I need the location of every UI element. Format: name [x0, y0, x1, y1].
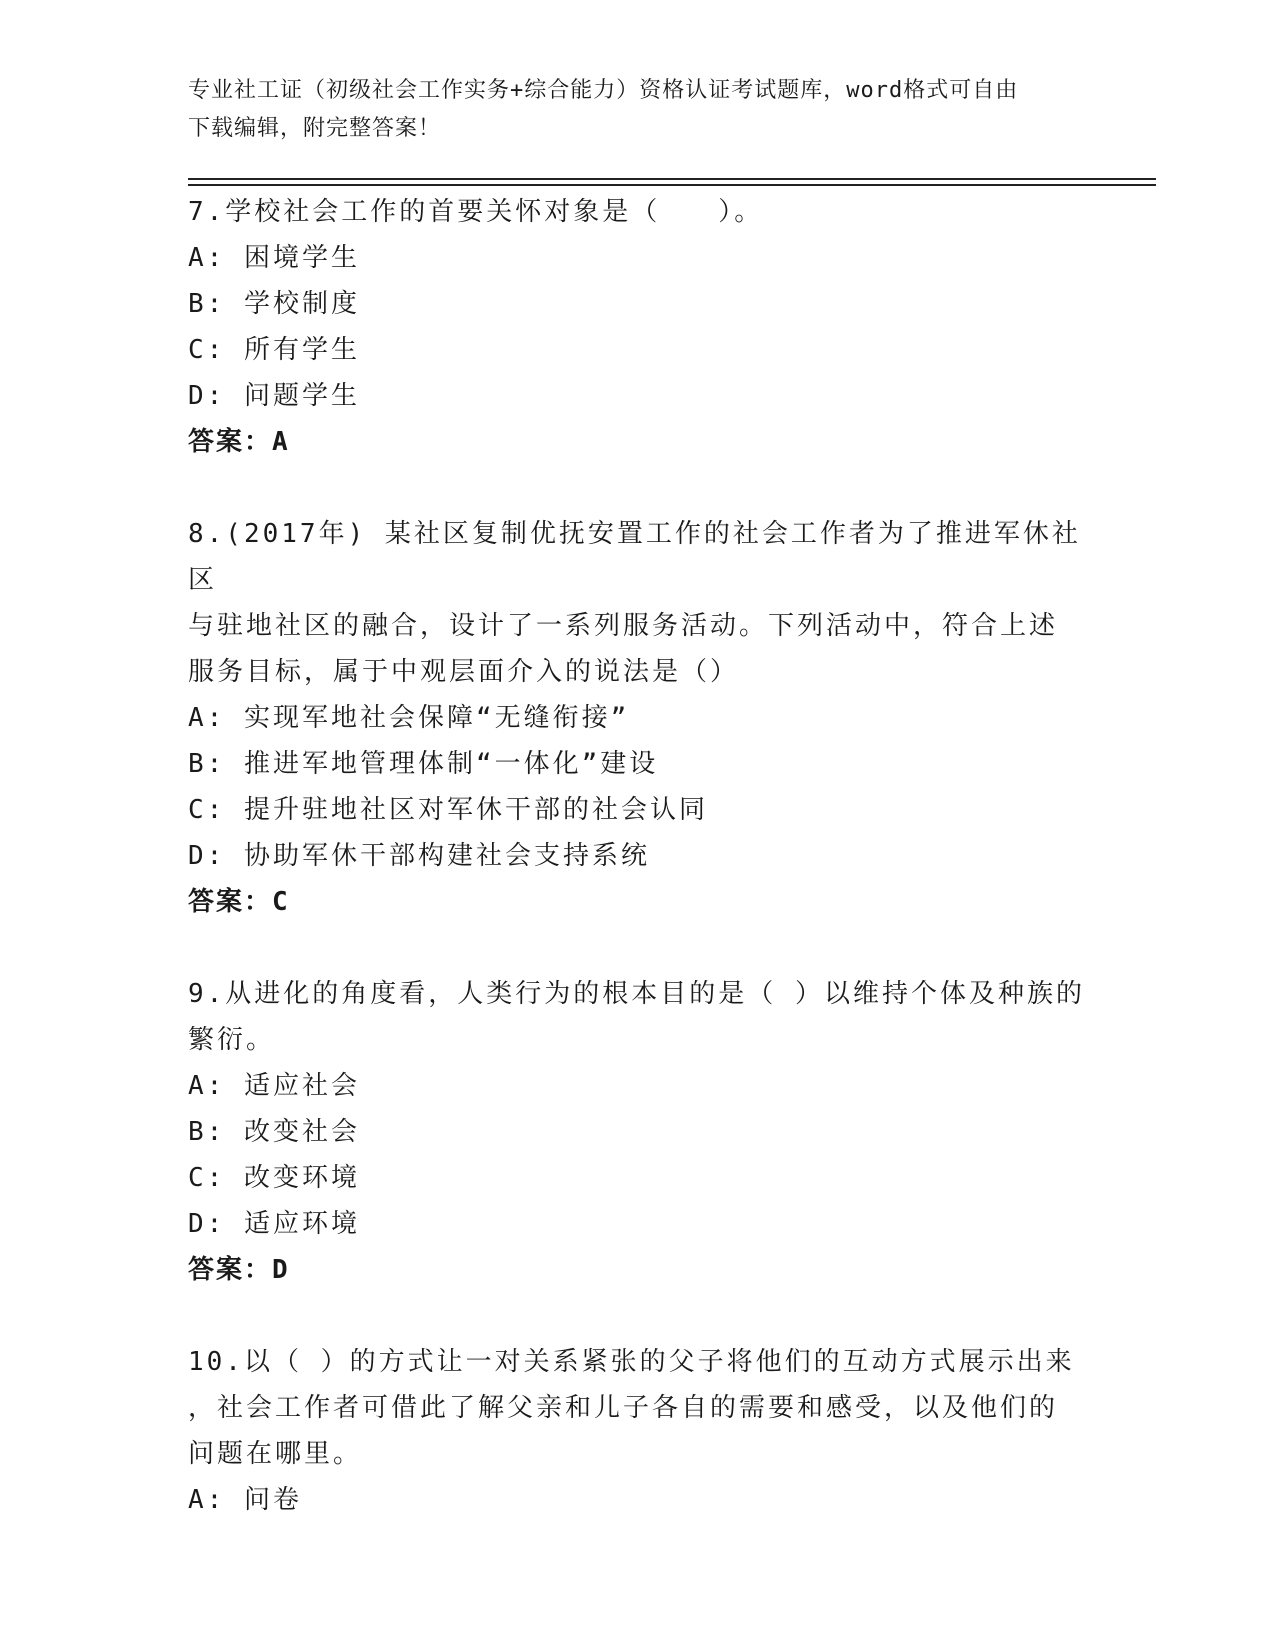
question-10: [188, 1339, 1088, 1523]
option-c: C: 所有学生: [188, 335, 360, 365]
question-text: 9.从进化的角度看，人类行为的根本目的是（ ）以维持个体及种族的: [188, 979, 1085, 1009]
question-text: 问题在哪里。: [188, 1439, 363, 1469]
option-c: C: 改变环境: [188, 1163, 360, 1193]
option-b: B: 推进军地管理体制“一体化”建设: [188, 749, 659, 779]
option-a: A: 适应社会: [188, 1071, 360, 1101]
header-line-1: 专业社工证（初级社会工作实务+综合能力）资格认证考试题库，word格式可自由: [188, 78, 1019, 103]
header-rule-bottom: [188, 184, 1156, 186]
question-list: [188, 189, 1088, 1523]
question-text: ，社会工作者可借此了解父亲和儿子各自的需要和感受，以及他们的: [188, 1393, 1059, 1423]
option-a: A: 问卷: [188, 1485, 302, 1515]
option-d: D: 适应环境: [188, 1209, 360, 1239]
answer-label: 答案：C: [188, 887, 290, 917]
question-9: [188, 971, 1088, 1293]
answer-label: 答案：A: [188, 427, 290, 457]
option-a: A: 困境学生: [188, 243, 360, 273]
option-b: B: 改变社会: [188, 1117, 360, 1147]
answer-label: 答案：D: [188, 1255, 290, 1285]
question-text: 8.(2017年) 某社区复制优抚安置工作的社会工作者为了推进军休社区: [188, 519, 1081, 595]
option-b: B: 学校制度: [188, 289, 360, 319]
option-a: A: 实现军地社会保障“无缝衔接”: [188, 703, 630, 733]
question-8: [188, 511, 1088, 925]
option-d: D: 协助军休干部构建社会支持系统: [188, 841, 650, 871]
question-7: [188, 189, 1088, 465]
question-text: 与驻地社区的融合，设计了一系列服务活动。下列活动中，符合上述: [188, 611, 1059, 641]
option-d: D: 问题学生: [188, 381, 360, 411]
document-header: [188, 72, 1088, 148]
header-line-2: 下载编辑，附完整答案！: [188, 116, 442, 141]
header-rule-top: [188, 178, 1156, 180]
question-text: 繁衍。: [188, 1025, 276, 1055]
question-text: 7.学校社会工作的首要关怀对象是（ ）。: [188, 197, 764, 227]
question-text: 服务目标，属于中观层面介入的说法是（）: [188, 657, 740, 687]
question-text: 10.以（ ）的方式让一对关系紧张的父子将他们的互动方式展示出来: [188, 1347, 1075, 1377]
option-c: C: 提升驻地社区对军休干部的社会认同: [188, 795, 708, 825]
